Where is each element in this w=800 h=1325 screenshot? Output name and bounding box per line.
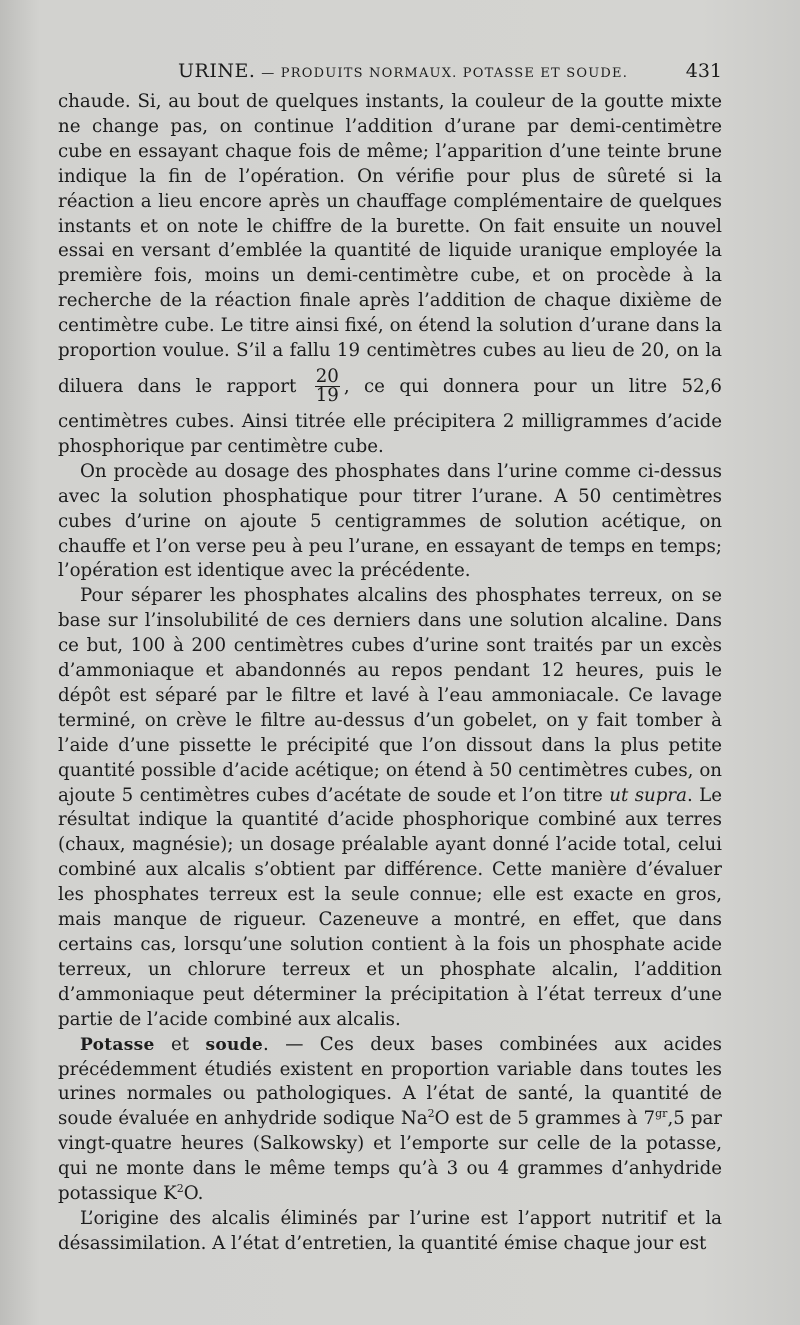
paragraph-4-text-1: . — Ces deux bases combinées aux acides précédemment étudiés existent en proportion variable dans toutes les urines normales ou pathologiques. A l’état de santé, la quantité de soude évaluée en anhydride sodique Na — [58, 1033, 722, 1130]
unit-superscript: gr — [655, 1107, 668, 1121]
running-header — [58, 56, 722, 90]
page-number: 431 — [685, 60, 722, 82]
running-title-main: URINE. — [178, 60, 256, 82]
paragraph-3-italic: ut supra — [609, 784, 687, 806]
paragraph-4-text-2: O est de 5 grammes à 7 — [434, 1108, 656, 1130]
formula-superscript: 2 — [176, 1182, 184, 1195]
paragraph-1-tail: , ce qui donnera pour un litre 52,6 centimètres cubes. Ainsi titrée elle précipitera 2 milligrammes d’acide phosphorique par centimètre cube. — [58, 375, 722, 457]
paragraph-5: L’origine des alcalis éliminés par l’urine est l’apport nutritif et la désassimilation. A l’état d’entretien, la quantité émise chaque jour est — [58, 1207, 722, 1254]
paragraph-3 — [58, 584, 722, 1032]
paragraph-2: On procède au dosage des phosphates dans l’urine comme ci-dessus avec la solution phosphatique pour titrer l’urane. A 50 centimètres cubes d’urine on ajoute 5 centigrammes de solution acétique, on chauffe et l’on verse peu à peu l’urane, en essayant de temps en temps; l’opération est identique avec la précédente. — [58, 460, 722, 582]
paragraph-3-text: Pour séparer les phosphates alcalins des phosphates terreux, on se base sur l’insolubilité de ces derniers dans une solution alcaline. Dans ce but, 100 à 200 centimètres cubes d’urine sont traités par un excès d’ammoniaque et abandonnés au repos pendant 12 heures, puis le dépôt est séparé par le filtre et lavé à l’eau ammoniacale. Ce lavage terminé, on crève le filtre au-dessus d’un gobelet, on y fait tomber à l’aide d’une pissette le précipité que l’on dissout dans la plus petite quantité possible d’acide acétique; on étend à 50 centimètres cubes, on ajoute 5 centimètres cubes d’acétate de soude et l’on titre — [58, 585, 722, 806]
ratio-line — [226, 366, 344, 407]
paragraph-4 — [58, 1033, 722, 1207]
formula-superscript: 2 — [427, 1107, 435, 1121]
paragraph-4-text-3: ,5 par vingt-quatre heures (Salkowsky) et l’emporte sur celle de la potasse, qui ne monte dans le même temps qu’à 3 ou 4 grammes d’anhydride potassique K — [58, 1108, 722, 1205]
paragraph-1 — [58, 90, 722, 460]
paragraph-4-text-4: O. — [183, 1183, 204, 1205]
ratio-denominator: 19 — [315, 385, 339, 407]
body-text — [58, 90, 722, 1257]
ratio-fraction — [315, 368, 340, 405]
paragraph-3-tail: . Le résultat indique la quantité d’acide phosphorique combiné aux terres (chaux, magnésie); un dosage préalable ayant donné l’acide total, celui combiné aux alcalis s’obtient par différence. Cette manière d’évaluer les phosphates terreux est la seule connue; elle est exacte en gros, mais manque de rigueur. Cazeneuve a montré, en effet, que dans certains cas, lorsqu’une solution contient à la fois un phosphate acide terreux, un chlorure terreux et un phosphate alcalin, l’addition d’ammoniaque peut déterminer la précipitation à l’état terreux d’une partie de l’acide combiné aux alcalis. — [58, 784, 723, 1030]
paragraph-1-text: chaude. Si, au bout de quelques instants, la couleur de la goutte mixte ne change pas, on continue l’addition d’urane par demi-centimètre cube en essayant chaque fois de même; l’apparition d’une teinte brune indique la fin de l’opération. On vérifie pour plus de sûreté si la réaction a lieu encore après un chauffage complémentaire de quelques instants et on note le chiffre de la burette. On fait ensuite un nouvel essai en versant d’emblée la quantité de liquide uranique employée la première fois, moins un demi-centimètre cube, et on procède à la recherche de la réaction finale après l’addition de chaque dixième de centimètre cube. Le titre ainsi fixé, on étend la solution d’urane dans la proportion voulue. S’il a fallu 19 centimètres cubes au lieu de 20, on la diluera dans le — [58, 91, 722, 397]
running-title — [178, 60, 628, 82]
section-heading-soude: soude — [205, 1034, 263, 1055]
section-heading-potasse: Potasse — [80, 1034, 155, 1055]
ratio-label: rapport — [226, 375, 297, 397]
ratio-numerator: 20 — [315, 366, 339, 388]
running-title-rest: — PRODUITS NORMAUX. POTASSE ET SOUDE. — [261, 66, 629, 81]
section-heading-connector: et — [171, 1033, 190, 1055]
